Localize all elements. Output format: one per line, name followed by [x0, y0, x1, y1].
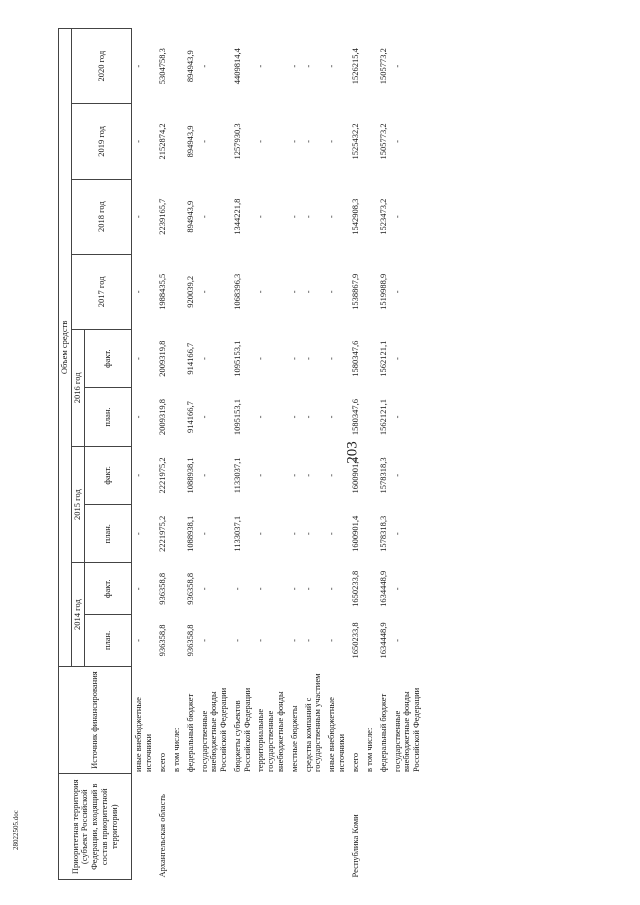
value-cell: - — [133, 415, 143, 419]
value-cell: 894943,9 — [184, 125, 195, 158]
value-cell: - — [288, 532, 299, 536]
value-cell — [170, 254, 184, 329]
table-row — [302, 29, 326, 880]
value-cell: - — [198, 638, 209, 642]
header-source: Источник финансирования — [59, 666, 132, 774]
header-fact: факт. — [85, 329, 132, 387]
value-cell: 936358,8 — [184, 572, 195, 605]
value-cell: - — [326, 215, 337, 219]
table-header — [59, 29, 132, 880]
value-cell — [170, 446, 184, 504]
source-cell: всего — [156, 752, 167, 772]
value-cell: 1580347,6 — [349, 340, 360, 377]
value-cell: - — [255, 587, 266, 591]
value-cell: - — [302, 357, 313, 361]
value-cell: 1133037,1 — [231, 515, 242, 552]
value-cell — [170, 563, 184, 615]
value-cell — [363, 104, 377, 179]
value-cell — [170, 179, 184, 254]
source-cell: всего — [349, 752, 360, 772]
value-cell: 1505773,2 — [377, 123, 388, 160]
source-cell: в том числе: — [363, 727, 374, 772]
value-cell: - — [288, 215, 299, 219]
source-cell: территориальные государственные внебюджетные фонды — [255, 691, 285, 772]
value-cell: - — [391, 587, 402, 591]
value-cell: - — [288, 415, 299, 419]
table-row — [325, 29, 349, 880]
source-cell: средства компаний с государственным участием — [302, 673, 323, 772]
value-cell — [170, 615, 184, 667]
value-cell — [363, 179, 377, 254]
value-cell: 936358,8 — [184, 624, 195, 657]
value-cell: - — [391, 64, 402, 68]
header-2015: 2015 год — [72, 446, 85, 563]
header-2020: 2020 год — [72, 29, 132, 104]
value-cell: - — [255, 140, 266, 143]
table-row — [184, 29, 198, 880]
value-cell — [363, 329, 377, 387]
value-cell: - — [326, 357, 337, 361]
table-row — [198, 29, 231, 880]
value-cell: - — [302, 290, 313, 294]
region-cell — [377, 774, 391, 880]
value-cell: - — [302, 587, 313, 591]
value-cell: 894943,9 — [184, 50, 195, 83]
value-cell: - — [198, 587, 209, 591]
table-row — [377, 29, 391, 880]
value-cell: 1650233,8 — [349, 622, 360, 659]
value-cell: - — [288, 473, 299, 477]
header-2019: 2019 год — [72, 104, 132, 179]
value-cell: - — [391, 215, 402, 219]
value-cell: - — [288, 140, 299, 143]
value-cell: - — [326, 473, 337, 477]
source-cell: местные бюджеты — [288, 705, 299, 772]
table-row — [170, 29, 184, 880]
document-filename: 28022505.doc — [12, 810, 20, 850]
value-cell — [363, 446, 377, 504]
value-cell: - — [133, 290, 143, 294]
value-cell: 2221975,2 — [156, 515, 167, 552]
value-cell: 2221975,2 — [156, 457, 167, 494]
value-cell: - — [198, 140, 209, 143]
value-cell: - — [198, 64, 209, 68]
value-cell: - — [255, 532, 266, 536]
value-cell: 1578318,3 — [377, 515, 388, 552]
region-cell — [254, 774, 287, 880]
source-cell: бюджеты субъектов Российской Федерации — [231, 687, 252, 772]
header-volume: Объем средств — [59, 29, 72, 667]
value-cell: - — [255, 357, 266, 361]
value-cell: 1600901,4 — [349, 457, 360, 494]
source-cell: в том числе: — [170, 727, 181, 772]
region-cell — [198, 774, 231, 880]
value-cell: - — [302, 215, 313, 219]
value-cell: - — [198, 357, 209, 361]
source-cell: федеральный бюджет — [184, 693, 195, 772]
header-plan: план. — [85, 505, 132, 563]
region-cell — [170, 774, 184, 880]
header-fact: факт. — [85, 563, 132, 615]
value-cell: 1505773,2 — [377, 48, 388, 85]
value-cell: - — [133, 532, 143, 536]
table-row — [156, 29, 170, 880]
value-cell: - — [133, 64, 143, 68]
source-cell: иные внебюджетные источники — [133, 697, 153, 772]
value-cell: 1068396,3 — [231, 273, 242, 310]
value-cell: - — [302, 140, 313, 143]
value-cell: 1542908,3 — [349, 198, 360, 235]
value-cell: 1523473,2 — [377, 198, 388, 235]
value-cell: - — [288, 290, 299, 294]
value-cell: 894943,9 — [184, 200, 195, 233]
value-cell: - — [391, 415, 402, 419]
table-row — [132, 29, 156, 880]
header-2014: 2014 год — [72, 563, 85, 666]
region-cell — [391, 774, 424, 880]
value-cell: - — [133, 638, 143, 642]
value-cell — [170, 29, 184, 104]
region-cell — [325, 774, 349, 880]
value-cell: 1088938,1 — [184, 515, 195, 552]
value-cell: - — [133, 140, 143, 143]
value-cell: - — [255, 638, 266, 642]
value-cell: - — [255, 290, 266, 294]
value-cell — [363, 388, 377, 446]
value-cell: 1634448,9 — [377, 622, 388, 659]
source-cell: государственные внебюджетные фонды Российской Федерации — [391, 687, 422, 772]
value-cell: 1133037,1 — [231, 457, 242, 494]
header-plan: план. — [85, 615, 132, 667]
table-row — [391, 29, 424, 880]
region-cell: Архангельская область — [156, 794, 167, 878]
value-cell: - — [288, 64, 299, 68]
value-cell: 920039,2 — [184, 275, 195, 308]
table-row — [349, 29, 363, 880]
header-2016: 2016 год — [72, 329, 85, 446]
value-cell: - — [133, 473, 143, 477]
value-cell: 914166,7 — [184, 401, 195, 433]
value-cell: - — [302, 415, 313, 419]
value-cell: 2009319,8 — [156, 340, 167, 377]
header-fact: факт. — [85, 446, 132, 504]
value-cell — [170, 104, 184, 179]
value-cell: 1634448,9 — [377, 570, 388, 607]
value-cell: - — [302, 532, 313, 536]
region-cell — [231, 774, 255, 880]
value-cell: - — [198, 532, 209, 536]
value-cell: - — [231, 638, 242, 642]
value-cell: 1344221,8 — [231, 198, 242, 235]
region-cell — [132, 774, 156, 880]
financing-table — [58, 28, 424, 880]
source-cell: государственные внебюджетные фонды Российской Федерации — [198, 687, 229, 772]
value-cell: - — [255, 415, 266, 419]
table-row — [231, 29, 255, 880]
value-cell: - — [302, 473, 313, 477]
value-cell: - — [288, 357, 299, 361]
value-cell: - — [326, 638, 337, 642]
value-cell — [363, 505, 377, 563]
value-cell: 1519988,9 — [377, 273, 388, 310]
source-cell: федеральный бюджет — [377, 693, 388, 772]
value-cell: - — [302, 64, 313, 68]
value-cell: - — [326, 140, 337, 143]
value-cell: 1538867,9 — [349, 273, 360, 310]
value-cell — [363, 563, 377, 615]
value-cell: - — [391, 357, 402, 361]
value-cell: 1095153,1 — [231, 340, 242, 377]
value-cell: 1650233,8 — [349, 570, 360, 607]
value-cell: 936358,8 — [156, 572, 167, 605]
value-cell: - — [133, 587, 143, 591]
region-cell: Республика Коми — [349, 814, 360, 878]
value-cell: 1600901,4 — [349, 515, 360, 552]
page-number: 203 — [344, 441, 361, 464]
header-territory: Приоритетная территория (субъект Российской Федерации, входящий в состав приоритетной территории) — [59, 774, 132, 880]
value-cell: - — [326, 290, 337, 294]
value-cell: - — [288, 638, 299, 642]
header-plan: план. — [85, 388, 132, 446]
value-cell: - — [133, 357, 143, 361]
value-cell: - — [391, 638, 402, 642]
value-cell: - — [288, 587, 299, 591]
table-row — [363, 29, 377, 880]
value-cell: 2152874,2 — [156, 123, 167, 160]
value-cell: - — [133, 215, 143, 219]
value-cell: 1257930,3 — [231, 123, 242, 160]
value-cell: 5304758,3 — [156, 48, 167, 85]
value-cell: - — [391, 140, 402, 143]
value-cell: 4409814,4 — [231, 48, 242, 85]
region-cell — [184, 774, 198, 880]
value-cell: - — [326, 532, 337, 536]
header-2018: 2018 год — [72, 179, 132, 254]
value-cell — [363, 615, 377, 667]
header-2017: 2017 год — [72, 254, 132, 329]
region-cell — [288, 774, 302, 880]
value-cell: 1562121,1 — [377, 340, 388, 377]
value-cell: - — [326, 64, 337, 68]
value-cell: 1525432,2 — [349, 123, 360, 160]
value-cell: - — [302, 638, 313, 642]
value-cell: - — [391, 473, 402, 477]
financing-table-container — [58, 28, 628, 880]
value-cell: - — [326, 587, 337, 591]
source-cell: иные внебюджетные источники — [326, 697, 346, 772]
region-cell — [363, 774, 377, 880]
value-cell: 914166,7 — [184, 342, 195, 375]
value-cell: - — [391, 290, 402, 294]
value-cell: 2239165,7 — [156, 198, 167, 235]
value-cell: 1088938,1 — [184, 457, 195, 494]
region-cell — [302, 774, 326, 880]
value-cell: 1526215,4 — [349, 48, 360, 85]
value-cell: - — [255, 473, 266, 477]
value-cell: 1580347,6 — [349, 398, 360, 436]
table-row — [254, 29, 287, 880]
value-cell: - — [198, 415, 209, 419]
table-body — [132, 29, 425, 880]
table-row — [288, 29, 302, 880]
value-cell: - — [255, 64, 266, 68]
value-cell — [363, 29, 377, 104]
value-cell: - — [391, 532, 402, 536]
value-cell — [170, 388, 184, 446]
value-cell: - — [198, 290, 209, 294]
value-cell: - — [326, 415, 337, 419]
value-cell — [170, 329, 184, 387]
value-cell: 1095153,1 — [231, 398, 242, 436]
value-cell: 936358,8 — [156, 624, 167, 657]
value-cell: - — [198, 473, 209, 477]
value-cell — [170, 505, 184, 563]
value-cell: - — [231, 587, 242, 591]
value-cell — [363, 254, 377, 329]
value-cell: 1562121,1 — [377, 398, 388, 436]
value-cell: 1578318,3 — [377, 457, 388, 494]
value-cell: - — [255, 215, 266, 219]
value-cell: - — [198, 215, 209, 219]
value-cell: 1988435,5 — [156, 273, 167, 310]
value-cell: 2009319,8 — [156, 398, 167, 436]
